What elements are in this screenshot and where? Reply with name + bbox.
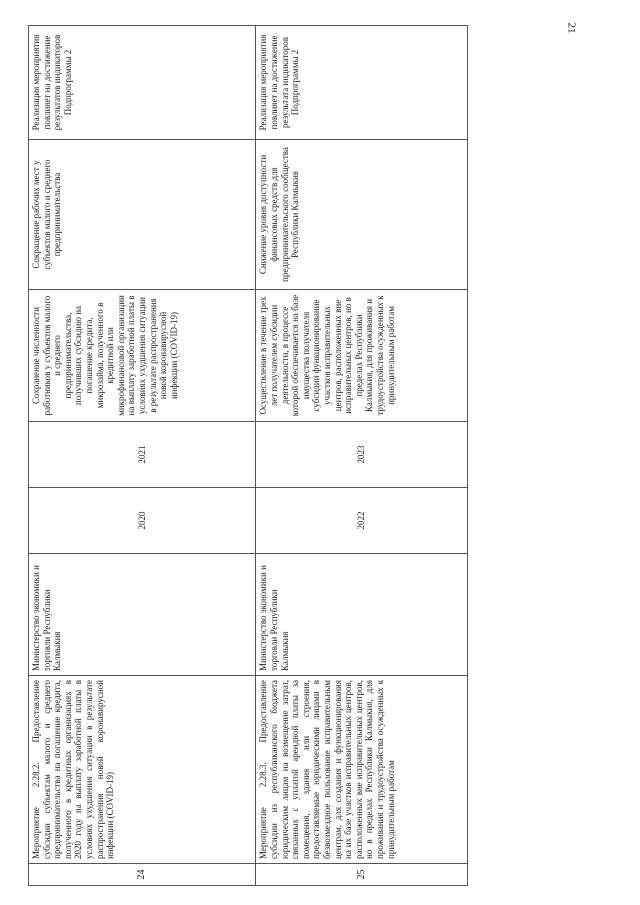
expected-result: Сохранение численности работников у субъектов малого и среднего предпринимательства, получивших субсидию на погашение кредита, микрозайма, полученного в кредитной или микрофинансовой организации на выплату заработной платы в условиях ухудшения ситуации в результате распространения новой коронавирусной инфекции (COVID-19) xyxy=(29,290,256,422)
program-events-table xyxy=(28,25,468,886)
executor: Министерство экономики и торговли Республики Калмыкия xyxy=(29,554,256,676)
table-row xyxy=(256,26,468,886)
consequence: Сокращение рабочих мест у субъектов малого и среднего предпринимательства xyxy=(29,140,256,290)
event-description: Мероприятие 2.28.3. Предоставление субсидии из республиканского бюджета юридическим лицам на возмещение затрат, связанных с уплатой арендной платы за помещения, здания или строения, предоставляемые юридическими лицами в безвозмездное пользование исправительным центрам, для создания и функционирования на их базе участков исправительных центров, расположенных вне исправительных центров, но в пределах Республики Калмыкия, для проживания и трудоустройства осужденных к принудительным работам xyxy=(256,676,468,864)
end-year: 2023 xyxy=(256,422,468,488)
start-year: 2020 xyxy=(29,488,256,554)
indicator-link: Реализация мероприятия повлияет на достижение результата индикаторов Подпрограммы 2 xyxy=(256,26,468,140)
end-year: 2021 xyxy=(29,422,256,488)
page-number: 21 xyxy=(565,22,578,34)
table-row xyxy=(29,26,256,886)
event-description: Мероприятие 2.28.2. Предоставление субсидии субъектам малого и среднего предпринимательства на погашение кредита, полученного в кредитных организациях в 2020 году на выплату заработной платы в условиях ухудшения ситуации в результате распространения новой коронавирусной инфекции (COVID-19) xyxy=(29,676,256,864)
row-number: 25 xyxy=(256,864,468,886)
row-number: 24 xyxy=(29,864,256,886)
indicator-link: Реализация мероприятия повлияет на достижение результатов индикаторов Подпрограммы 2 xyxy=(29,26,256,140)
consequence: Снижение уровня доступности финансовых средств для предпринимательского сообщества Республики Калмыкия xyxy=(256,140,468,290)
rotated-table-container xyxy=(28,26,468,886)
expected-result: Осуществление в течение трех лет получателем субсидии деятельности, в процессе которой обеспечивается на базе имущества получателя субсидии функционирование участков исправительных центров, расположенных вне исправительных центров, но в пределах Республики Калмыкия, для проживания и трудоустройства осужденных к принудительным работам xyxy=(256,290,468,422)
start-year: 2022 xyxy=(256,488,468,554)
executor: Министерство экономики и торговли Республики Калмыкия xyxy=(256,554,468,676)
